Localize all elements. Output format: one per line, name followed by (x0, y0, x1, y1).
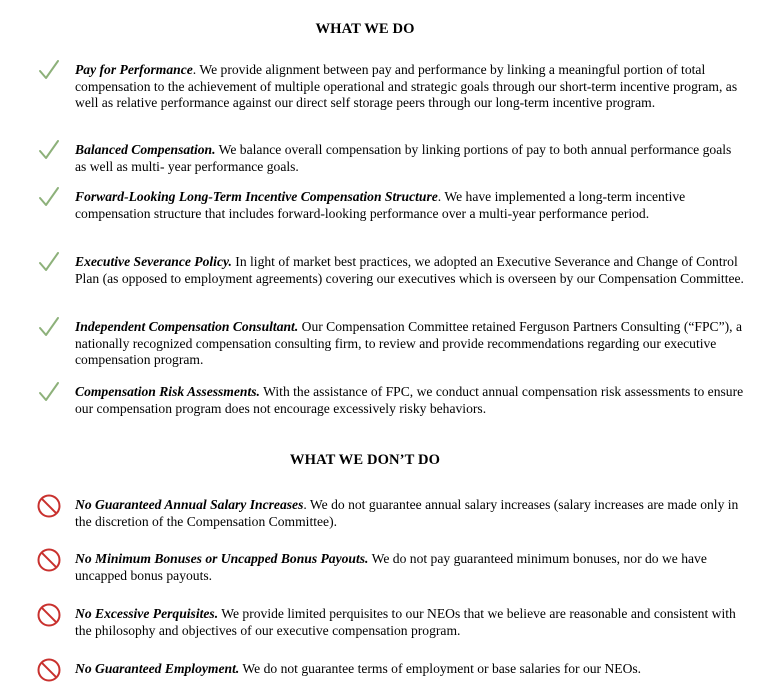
checkmark-icon (36, 138, 62, 164)
do-item-body: . We have implemented a long-term incentive compensation structure that includes forward-looking performance over a multi-year performance period. (75, 189, 686, 221)
checkmark-icon (36, 315, 62, 341)
do-item-text (75, 384, 745, 417)
checkmark-icon (36, 250, 62, 276)
prohibited-icon (36, 657, 62, 683)
dont-item-text (75, 661, 745, 678)
checkmark-icon (36, 58, 62, 84)
do-item-body: Our Compensation Committee retained Ferguson Partners Consulting (“FPC”), a nationally recognized compensation consulting firm, to review and provide recommendations regarding our executive compensation program. (75, 319, 742, 368)
do-item-body: We balance overall compensation by linking portions of pay to both annual performance goals as well as multi- year performance goals. (75, 142, 732, 174)
do-item-lead: Independent Compensation Consultant. (75, 319, 299, 334)
do-item-text (75, 62, 745, 112)
dont-item-body: . We do not guarantee annual salary increases (salary increases are made only in the discretion of the Compensation Committee). (75, 497, 739, 529)
dont-item-lead: No Excessive Perquisites. (75, 606, 219, 621)
dont-item-text (75, 497, 745, 530)
prohibited-icon (36, 602, 62, 628)
checkmark-icon (36, 185, 62, 211)
prohibited-icon (36, 547, 62, 573)
do-item-lead: Pay for Performance (75, 62, 193, 77)
dont-item-body: We do not pay guaranteed minimum bonuses, nor do we have uncapped bonus payouts. (75, 551, 707, 583)
do-item-lead: Compensation Risk Assessments. (75, 384, 260, 399)
do-item-text (75, 189, 745, 222)
do-item-text (75, 254, 745, 287)
dont-item-body: We provide limited perquisites to our NEOs that we believe are reasonable and consistent with the philosophy and objectives of our executive compensation program. (75, 606, 736, 638)
do-item-body: With the assistance of FPC, we conduct annual compensation risk assessments to ensure our compensation program does not encourage excessively risky behaviors. (75, 384, 744, 416)
dont-item-text (75, 551, 745, 584)
do-item-text (75, 142, 745, 175)
prohibited-icon (36, 493, 62, 519)
what-we-dont-do-heading: WHAT WE DON’T DO (289, 452, 441, 468)
do-item-lead: Executive Severance Policy. (75, 254, 232, 269)
dont-item-lead: No Guaranteed Employment. (75, 661, 240, 676)
dont-item-body: We do not guarantee terms of employment or base salaries for our NEOs. (239, 661, 642, 676)
checkmark-icon (36, 380, 62, 406)
what-we-do-heading: WHAT WE DO (315, 21, 415, 37)
dont-item-lead: No Minimum Bonuses or Uncapped Bonus Payouts. (75, 551, 369, 566)
do-item-lead: Balanced Compensation. (75, 142, 216, 157)
dont-item-lead: No Guaranteed Annual Salary Increases (75, 497, 304, 512)
do-item-body: . We provide alignment between pay and performance by linking a meaningful portion of total compensation to the achievement of multiple operational and strategic goals through our short-term incentive program, as well as relative performance against our direct self storage peers through our long-term incentive program. (75, 62, 738, 111)
dont-item-text (75, 606, 745, 639)
do-item-text (75, 319, 745, 369)
do-item-body: In light of market best practices, we adopted an Executive Severance and Change of Control Plan (as opposed to employment agreements) covering our executives which is overseen by our Compensation Committee. (75, 254, 744, 286)
do-item-lead: Forward-Looking Long-Term Incentive Compensation Structure (75, 189, 438, 204)
